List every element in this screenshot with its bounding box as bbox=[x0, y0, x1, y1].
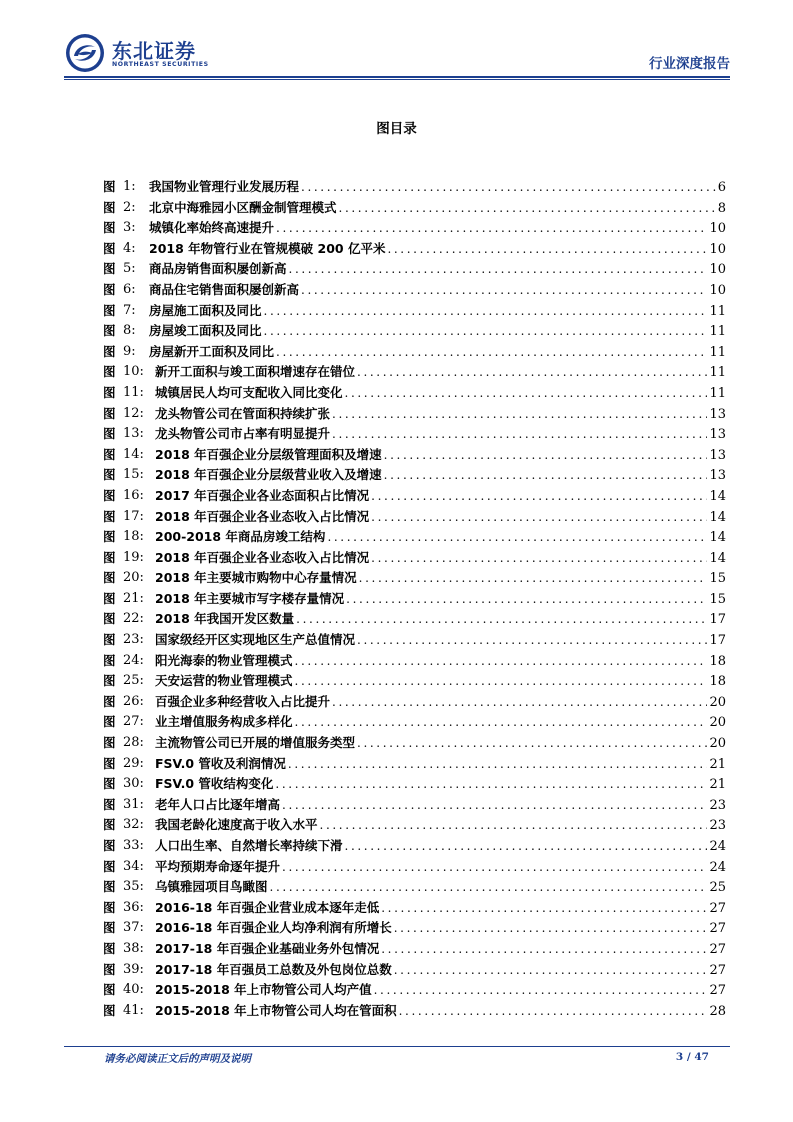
figure-title: 国家级经开区实现地区生产总值情况 bbox=[155, 632, 356, 648]
figure-title: 房屋新开工面积及同比 bbox=[149, 343, 275, 359]
leader-dots bbox=[276, 342, 707, 363]
figure-title: 2015-2018 年上市物管公司人均在管面积 bbox=[155, 1002, 397, 1018]
figure-page-number: 24 bbox=[709, 859, 726, 875]
figure-number: 39: bbox=[123, 961, 144, 977]
leader-dots bbox=[381, 898, 707, 919]
figure-number: 12: bbox=[123, 405, 144, 421]
leader-dots bbox=[399, 1001, 708, 1022]
leader-dots bbox=[371, 507, 707, 528]
toc-entry[interactable] bbox=[103, 383, 726, 404]
figure-label: 图 bbox=[103, 570, 116, 586]
toc-entry[interactable] bbox=[103, 198, 726, 219]
figure-page-number: 18 bbox=[709, 653, 726, 669]
leader-dots bbox=[345, 836, 708, 857]
figure-title: 商品房销售面积屡创新高 bbox=[149, 261, 287, 277]
figure-number: 31: bbox=[123, 796, 144, 812]
figure-title: 北京中海雅园小区酬金制管理模式 bbox=[149, 199, 337, 215]
leader-dots bbox=[374, 980, 708, 1001]
toc-entry[interactable] bbox=[103, 445, 726, 466]
figure-page-number: 21 bbox=[709, 756, 726, 772]
figure-title: 200-2018 年商品房竣工结构 bbox=[155, 529, 326, 545]
figure-page-number: 14 bbox=[709, 488, 726, 504]
figure-title: 2018 年我国开发区数量 bbox=[155, 611, 295, 627]
figure-number: 15: bbox=[123, 467, 144, 483]
figure-page-number: 20 bbox=[709, 736, 726, 752]
leader-dots bbox=[270, 877, 708, 898]
figure-title: 2016-18 年百强企业营业成本逐年走低 bbox=[155, 899, 380, 915]
header-divider bbox=[64, 76, 730, 78]
figure-table-of-contents bbox=[103, 177, 726, 1021]
figure-page-number: 17 bbox=[709, 633, 726, 649]
figure-number: 32: bbox=[123, 817, 144, 833]
figure-number: 20: bbox=[123, 570, 144, 586]
figure-title: 2017-18 年百强员工总数及外包岗位总数 bbox=[155, 961, 392, 977]
figure-page-number: 11 bbox=[709, 303, 726, 319]
figure-page-number: 14 bbox=[709, 530, 726, 546]
figure-label: 图 bbox=[103, 281, 116, 297]
leader-dots bbox=[301, 177, 716, 198]
figure-page-number: 25 bbox=[709, 880, 726, 896]
page-header bbox=[64, 30, 730, 80]
figure-number: 8: bbox=[123, 323, 136, 339]
leader-dots bbox=[371, 548, 707, 569]
leader-dots bbox=[327, 527, 707, 548]
logo-english-name: NORTHEAST SECURITIES bbox=[112, 61, 209, 68]
figure-label: 图 bbox=[103, 590, 116, 606]
toc-entry[interactable] bbox=[103, 712, 726, 733]
leader-dots bbox=[346, 589, 707, 610]
figure-number: 19: bbox=[123, 549, 144, 565]
leader-dots bbox=[301, 280, 707, 301]
figure-title: 业主增值服务构成多样化 bbox=[155, 714, 293, 730]
figure-page-number: 11 bbox=[709, 324, 726, 340]
leader-dots bbox=[320, 815, 708, 836]
figure-title: FSV.0 管收结构变化 bbox=[155, 776, 274, 792]
figure-label: 图 bbox=[103, 817, 116, 833]
figure-page-number: 20 bbox=[709, 715, 726, 731]
figure-page-number: 18 bbox=[709, 674, 726, 690]
toc-entry[interactable] bbox=[103, 507, 726, 528]
footer-disclaimer: 请务必阅读正文后的声明及说明 bbox=[104, 1053, 251, 1065]
figure-label: 图 bbox=[103, 529, 116, 545]
figure-label: 图 bbox=[103, 920, 116, 936]
figure-page-number: 10 bbox=[709, 221, 726, 237]
toc-entry[interactable] bbox=[103, 527, 726, 548]
toc-entry[interactable] bbox=[103, 774, 726, 795]
leader-dots bbox=[289, 259, 708, 280]
figure-number: 36: bbox=[123, 899, 144, 915]
toc-entry[interactable] bbox=[103, 857, 726, 878]
toc-entry[interactable] bbox=[103, 301, 726, 322]
figure-number: 10: bbox=[123, 364, 144, 380]
figure-number: 1: bbox=[123, 179, 136, 194]
toc-entry[interactable] bbox=[103, 342, 726, 363]
figure-label: 图 bbox=[103, 735, 116, 751]
figure-page-number: 10 bbox=[709, 262, 726, 278]
figure-title: 天安运营的物业管理模式 bbox=[155, 673, 293, 689]
figure-label: 图 bbox=[103, 199, 116, 215]
figure-number: 6: bbox=[123, 281, 136, 297]
figure-title: 2016-18 年百强企业人均净利润有所增长 bbox=[155, 920, 392, 936]
toc-entry[interactable] bbox=[103, 548, 726, 569]
figure-label: 图 bbox=[103, 302, 116, 318]
footer-divider bbox=[64, 1046, 730, 1047]
figure-title: 乌镇雅园项目鸟瞰图 bbox=[155, 879, 268, 895]
figure-title: 房屋施工面积及同比 bbox=[149, 302, 262, 318]
figure-label: 图 bbox=[103, 673, 116, 689]
figure-title: 2018 年物管行业在管规模破 200 亿平米 bbox=[149, 240, 386, 256]
leader-dots bbox=[282, 795, 707, 816]
figure-title: 我国物业管理行业发展历程 bbox=[149, 179, 300, 194]
figure-number: 11: bbox=[123, 384, 144, 400]
figure-label: 图 bbox=[103, 179, 116, 194]
figure-title: 2018 年主要城市写字楼存量情况 bbox=[155, 590, 345, 606]
leader-dots bbox=[387, 239, 707, 260]
figure-label: 图 bbox=[103, 714, 116, 730]
figure-number: 29: bbox=[123, 755, 144, 771]
figure-page-number: 27 bbox=[709, 962, 726, 978]
leader-dots bbox=[357, 733, 707, 754]
figure-page-number: 23 bbox=[709, 818, 726, 834]
toc-entry[interactable] bbox=[103, 465, 726, 486]
figure-label: 图 bbox=[103, 467, 116, 483]
figure-number: 40: bbox=[123, 982, 144, 998]
figure-page-number: 27 bbox=[709, 900, 726, 916]
leader-dots bbox=[264, 321, 708, 342]
toc-entry[interactable] bbox=[103, 939, 726, 960]
figure-page-number: 15 bbox=[709, 571, 726, 587]
leader-dots bbox=[275, 774, 707, 795]
figure-number: 17: bbox=[123, 508, 144, 524]
figure-title: 新开工面积与竣工面积增速存在错位 bbox=[155, 364, 356, 380]
leader-dots bbox=[357, 630, 707, 651]
toc-entry[interactable] bbox=[103, 898, 726, 919]
figure-title: 老年人口占比逐年增高 bbox=[155, 796, 281, 812]
toc-entry[interactable] bbox=[103, 404, 726, 425]
figure-number: 34: bbox=[123, 858, 144, 874]
figure-page-number: 23 bbox=[709, 797, 726, 813]
figure-label: 图 bbox=[103, 240, 116, 256]
figure-number: 18: bbox=[123, 529, 144, 545]
figure-page-number: 14 bbox=[709, 509, 726, 525]
figure-number: 37: bbox=[123, 920, 144, 936]
figure-title: 我国老龄化速度高于收入水平 bbox=[155, 817, 318, 833]
figure-title: 2015-2018 年上市物管公司人均产值 bbox=[155, 982, 372, 998]
leader-dots bbox=[264, 301, 708, 322]
leader-dots bbox=[371, 486, 707, 507]
figure-page-number: 24 bbox=[709, 839, 726, 854]
figure-page-number: 13 bbox=[709, 468, 726, 484]
figure-page-number: 21 bbox=[709, 777, 726, 793]
toc-entry[interactable] bbox=[103, 795, 726, 816]
figure-title: 2018 年百强企业各业态收入占比情况 bbox=[155, 549, 370, 565]
figure-number: 21: bbox=[123, 590, 144, 606]
leader-dots bbox=[345, 383, 708, 404]
figure-title: 2018 年百强企业分层级管理面积及增速 bbox=[155, 446, 382, 462]
figure-number: 27: bbox=[123, 714, 144, 730]
toc-entry[interactable] bbox=[103, 321, 726, 342]
figure-label: 图 bbox=[103, 426, 116, 442]
figure-number: 24: bbox=[123, 652, 144, 668]
figure-label: 图 bbox=[103, 632, 116, 648]
toc-entry[interactable] bbox=[103, 589, 726, 610]
figure-label: 图 bbox=[103, 384, 116, 400]
leader-dots bbox=[357, 362, 707, 383]
leader-dots bbox=[295, 651, 708, 672]
toc-entry[interactable] bbox=[103, 630, 726, 651]
figure-label: 图 bbox=[103, 611, 116, 627]
figure-title: 2018 年主要城市购物中心存量情况 bbox=[155, 570, 357, 586]
figure-number: 16: bbox=[123, 487, 144, 503]
figure-label: 图 bbox=[103, 940, 116, 956]
figure-label: 图 bbox=[103, 796, 116, 812]
figure-page-number: 10 bbox=[709, 282, 726, 298]
figure-number: 41: bbox=[123, 1002, 144, 1018]
figure-page-number: 28 bbox=[709, 1003, 726, 1019]
figure-page-number: 6 bbox=[717, 180, 726, 195]
leader-dots bbox=[384, 465, 708, 486]
toc-entry[interactable] bbox=[103, 836, 726, 857]
leader-dots bbox=[288, 754, 708, 775]
toc-entry[interactable] bbox=[103, 280, 726, 301]
leader-dots bbox=[332, 692, 707, 713]
figure-number: 2: bbox=[123, 199, 136, 215]
toc-entry[interactable] bbox=[103, 918, 726, 939]
toc-entry[interactable] bbox=[103, 980, 726, 1001]
toc-entry[interactable] bbox=[103, 877, 726, 898]
toc-entry[interactable] bbox=[103, 218, 726, 239]
toc-entry[interactable] bbox=[103, 960, 726, 981]
toc-entry[interactable] bbox=[103, 177, 726, 198]
figure-number: 13: bbox=[123, 426, 144, 442]
toc-title: 图目录 bbox=[376, 121, 417, 137]
figure-label: 图 bbox=[103, 838, 116, 853]
report-type-label: 行业深度报告 bbox=[649, 56, 730, 72]
toc-entry[interactable] bbox=[103, 754, 726, 775]
toc-entry[interactable] bbox=[103, 486, 726, 507]
figure-title: 城镇居民人均可支配收入同比变化 bbox=[155, 384, 343, 400]
figure-label: 图 bbox=[103, 446, 116, 462]
figure-label: 图 bbox=[103, 487, 116, 503]
figure-page-number: 17 bbox=[709, 612, 726, 628]
figure-page-number: 11 bbox=[709, 385, 726, 401]
toc-entry[interactable] bbox=[103, 259, 726, 280]
figure-page-number: 8 bbox=[717, 200, 726, 216]
figure-page-number: 11 bbox=[709, 344, 726, 360]
leader-dots bbox=[295, 671, 708, 692]
figure-page-number: 14 bbox=[709, 550, 726, 566]
figure-page-number: 27 bbox=[709, 983, 726, 999]
toc-entry[interactable] bbox=[103, 1001, 726, 1022]
figure-number: 26: bbox=[123, 693, 144, 709]
figure-page-number: 13 bbox=[709, 447, 726, 463]
figure-number: 5: bbox=[123, 261, 136, 277]
figure-number: 14: bbox=[123, 446, 144, 462]
toc-entry[interactable] bbox=[103, 424, 726, 445]
figure-title: 2017 年百强企业各业态面积占比情况 bbox=[155, 487, 370, 503]
figure-label: 图 bbox=[103, 508, 116, 524]
figure-title: 龙头物管公司在管面积持续扩张 bbox=[155, 405, 331, 421]
toc-entry[interactable] bbox=[103, 692, 726, 713]
leader-dots bbox=[276, 218, 707, 239]
toc-entry[interactable] bbox=[103, 609, 726, 630]
figure-title: 2018 年百强企业分层级营业收入及增速 bbox=[155, 467, 382, 483]
figure-page-number: 27 bbox=[709, 921, 726, 937]
figure-page-number: 11 bbox=[709, 365, 726, 381]
figure-title: 2017-18 年百强企业基础业务外包情况 bbox=[155, 940, 380, 956]
figure-label: 图 bbox=[103, 982, 116, 998]
figure-label: 图 bbox=[103, 405, 116, 421]
figure-label: 图 bbox=[103, 343, 116, 359]
figure-label: 图 bbox=[103, 858, 116, 874]
toc-entry[interactable] bbox=[103, 651, 726, 672]
logo-chinese-name: 东北证券 bbox=[112, 39, 196, 63]
figure-label: 图 bbox=[103, 323, 116, 339]
company-logo bbox=[64, 32, 244, 74]
figure-page-number: 20 bbox=[709, 694, 726, 710]
leader-dots bbox=[282, 857, 707, 878]
leader-dots bbox=[394, 918, 708, 939]
figure-number: 9: bbox=[123, 343, 136, 359]
figure-number: 33: bbox=[123, 838, 144, 853]
figure-number: 25: bbox=[123, 673, 144, 689]
leader-dots bbox=[332, 404, 707, 425]
figure-title: 商品住宅销售面积屡创新高 bbox=[149, 281, 300, 297]
toc-entry[interactable] bbox=[103, 733, 726, 754]
header-divider-thin bbox=[64, 79, 730, 80]
figure-number: 22: bbox=[123, 611, 144, 627]
figure-title: 龙头物管公司市占率有明显提升 bbox=[155, 426, 331, 442]
leader-dots bbox=[339, 198, 716, 219]
figure-title: 人口出生率、自然增长率持续下滑 bbox=[155, 838, 343, 853]
figure-title: 城镇化率始终高速提升 bbox=[149, 220, 275, 236]
figure-title: 房屋竣工面积及同比 bbox=[149, 323, 262, 339]
figure-label: 图 bbox=[103, 364, 116, 380]
figure-title: 平均预期寿命逐年提升 bbox=[155, 858, 281, 874]
leader-dots bbox=[394, 960, 708, 981]
figure-label: 图 bbox=[103, 899, 116, 915]
figure-title: 主流物管公司已开展的增值服务类型 bbox=[155, 735, 356, 751]
figure-page-number: 10 bbox=[709, 241, 726, 257]
toc-entry[interactable] bbox=[103, 671, 726, 692]
figure-number: 23: bbox=[123, 632, 144, 648]
page-number: 3 / 47 bbox=[675, 1051, 709, 1063]
figure-label: 图 bbox=[103, 693, 116, 709]
figure-page-number: 15 bbox=[709, 591, 726, 607]
leader-dots bbox=[359, 568, 708, 589]
figure-label: 图 bbox=[103, 652, 116, 668]
figure-label: 图 bbox=[103, 549, 116, 565]
figure-label: 图 bbox=[103, 261, 116, 277]
figure-title: 阳光海泰的物业管理模式 bbox=[155, 652, 293, 668]
leader-dots bbox=[295, 712, 708, 733]
leader-dots bbox=[332, 424, 707, 445]
figure-number: 35: bbox=[123, 879, 144, 895]
figure-page-number: 13 bbox=[709, 427, 726, 443]
figure-label: 图 bbox=[103, 220, 116, 236]
toc-entry[interactable] bbox=[103, 815, 726, 836]
figure-number: 30: bbox=[123, 776, 144, 792]
figure-number: 28: bbox=[123, 735, 144, 751]
figure-label: 图 bbox=[103, 879, 116, 895]
toc-entry[interactable] bbox=[103, 239, 726, 260]
figure-label: 图 bbox=[103, 1002, 116, 1018]
toc-entry[interactable] bbox=[103, 362, 726, 383]
figure-page-number: 13 bbox=[709, 406, 726, 422]
figure-title: 百强企业多种经营收入占比提升 bbox=[155, 693, 331, 709]
figure-page-number: 27 bbox=[709, 941, 726, 957]
figure-number: 38: bbox=[123, 940, 144, 956]
leader-dots bbox=[296, 609, 707, 630]
toc-entry[interactable] bbox=[103, 568, 726, 589]
figure-label: 图 bbox=[103, 755, 116, 771]
leader-dots bbox=[384, 445, 708, 466]
figure-label: 图 bbox=[103, 961, 116, 977]
figure-title: FSV.0 管收及利润情况 bbox=[155, 755, 286, 771]
northeast-securities-logo-icon bbox=[64, 32, 106, 74]
figure-label: 图 bbox=[103, 776, 116, 792]
figure-number: 3: bbox=[123, 220, 136, 236]
figure-title: 2018 年百强企业各业态收入占比情况 bbox=[155, 508, 370, 524]
leader-dots bbox=[381, 939, 707, 960]
figure-number: 7: bbox=[123, 302, 136, 318]
figure-number: 4: bbox=[123, 240, 136, 256]
